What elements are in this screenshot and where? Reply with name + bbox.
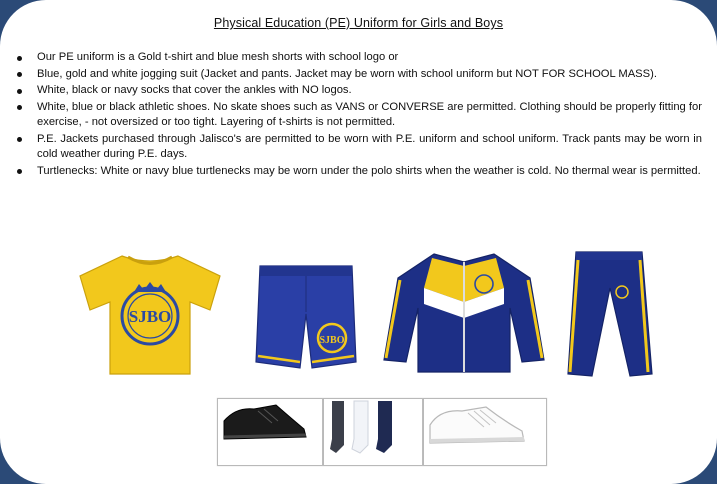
socks-icon xyxy=(324,399,406,457)
socks-frame xyxy=(323,398,423,466)
black-shoe-frame xyxy=(217,398,323,466)
page-title: Physical Education (PE) Uniform for Girls and Boys xyxy=(213,16,504,30)
black-shoe-icon xyxy=(218,399,310,445)
list-item: White, blue or black athletic shoes. No skate shoes such as VANS or CONVERSE are permitted. Clothing should be properly fitting for exercise, - not oversized or too tight. Layering of t-shirts is not permitted. xyxy=(12,100,702,131)
list-item: White, black or navy socks that cover the ankles with NO logos. xyxy=(12,83,702,99)
list-item: P.E. Jackets purchased through Jalisco's are permitted to be worn with P.E. uniform and school uniform. Track pants may be worn in cold weather during P.E. days. xyxy=(12,132,702,163)
white-shoe-frame xyxy=(423,398,547,466)
logo-text: SJBO xyxy=(319,335,345,346)
list-item: Blue, gold and white jogging suit (Jacket and pants. Jacket may be worn with school uniform but NOT FOR SCHOOL MASS). xyxy=(12,67,702,83)
list-item: Turtlenecks: White or navy blue turtlenecks may be worn under the polo shirts when the weather is cold. No thermal wear is permitted. xyxy=(12,164,702,180)
white-shoe-icon xyxy=(424,399,528,449)
list-item: Our PE uniform is a Gold t-shirt and blue mesh shorts with school logo or xyxy=(12,50,702,66)
logo-text: SJBO xyxy=(128,307,172,326)
